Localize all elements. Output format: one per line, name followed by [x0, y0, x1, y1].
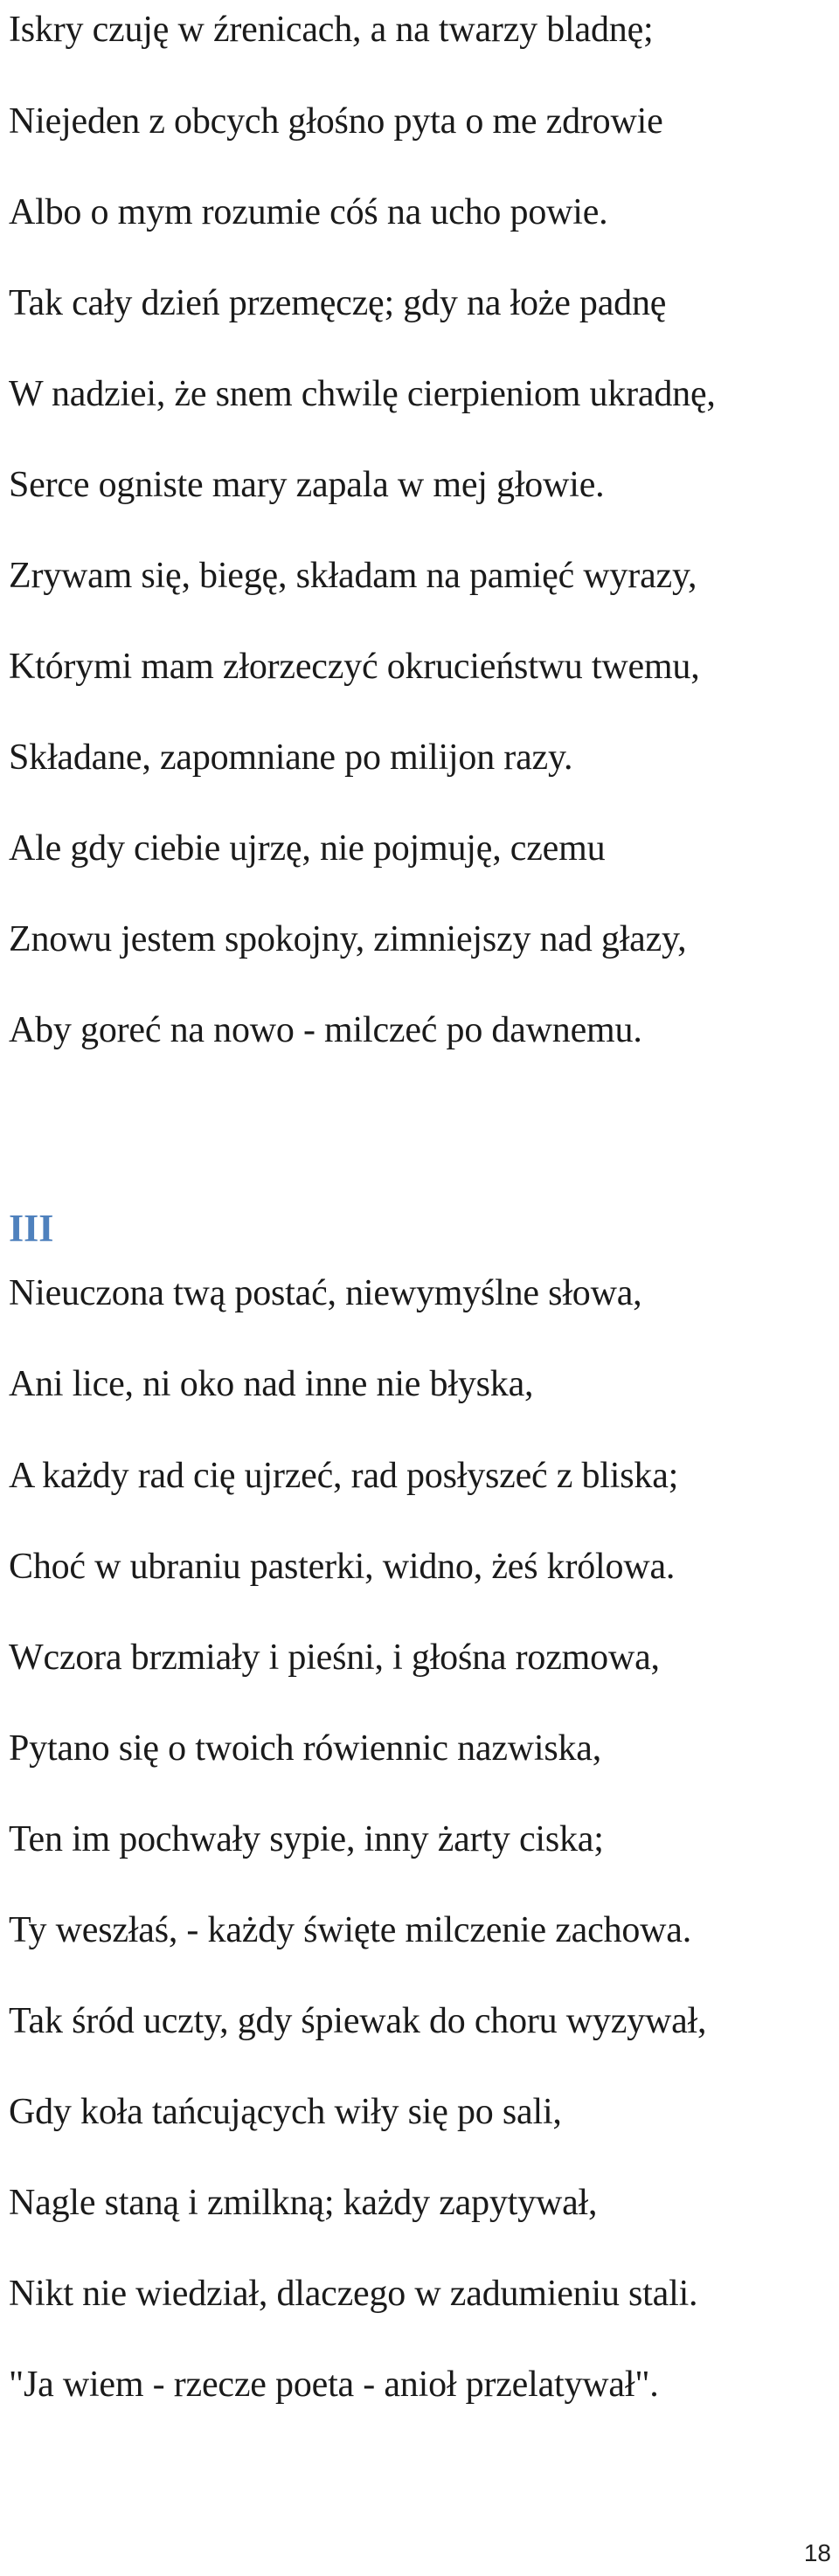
- poem-line: Ani lice, ni oko nad inne nie błyska,: [9, 1364, 534, 1404]
- poem-line: Tak śród uczty, gdy śpiewak do choru wyzywał,: [9, 2001, 707, 2041]
- poem-line: Ale gdy ciebie ujrzę, nie pojmuję, czemu: [9, 828, 606, 869]
- poem-line: Niejeden z obcych głośno pyta o me zdrowie: [9, 101, 663, 142]
- poem-line: Nagle staną i zmilkną; każdy zapytywał,: [9, 2183, 598, 2223]
- poem-line: Wczora brzmiały i pieśni, i głośna rozmowa,: [9, 1638, 660, 1678]
- poem-line: Ty weszłaś, - każdy święte milczenie zachowa.: [9, 1910, 692, 1950]
- poem-line: Nikt nie wiedział, dlaczego w zadumieniu stali.: [9, 2274, 698, 2314]
- poem-line: A każdy rad cię ujrzeć, rad posłyszeć z bliska;: [9, 1456, 679, 1496]
- page-number: 18: [803, 2539, 831, 2566]
- poem-line: Którymi mam złorzeczyć okrucieństwu twemu,: [9, 647, 700, 687]
- poem-line: Aby goreć na nowo - milczeć po dawnemu.: [9, 1010, 642, 1050]
- poem-line: Zrywam się, biegę, składam na pamięć wyrazy,: [9, 556, 697, 596]
- poem-line: Tak cały dzień przemęczę; gdy na łoże padnę: [9, 283, 667, 323]
- poem-line: Nieuczona twą postać, niewymyślne słowa,: [9, 1273, 642, 1313]
- poem-line: Znowu jestem spokojny, zimniejszy nad głazy,: [9, 919, 687, 959]
- poem-line: Ten im pochwały sypie, inny żarty ciska;: [9, 1819, 604, 1859]
- poem-line: Albo o mym rozumie cóś na ucho powie.: [9, 192, 608, 232]
- poem-line: Choć w ubraniu pasterki, widno, żeś królowa.: [9, 1547, 676, 1587]
- poem-line: "Ja wiem - rzecze poeta - anioł przelatywał".: [9, 2365, 659, 2405]
- poem-line: Gdy koła tańcujących wiły się po sali,: [9, 2092, 562, 2132]
- poem-line: Składane, zapomniane po milijon razy.: [9, 737, 573, 778]
- section-heading: III: [9, 1207, 54, 1250]
- poem-line: Iskry czuję w źrenicach, a na twarzy bladnę;: [9, 10, 654, 50]
- poem-line: Pytano się o twoich rówiennic nazwiska,: [9, 1728, 602, 1769]
- poem-line: W nadziei, że snem chwilę cierpieniom ukradnę,: [9, 374, 716, 414]
- poem-line: Serce ogniste mary zapala w mej głowie.: [9, 465, 605, 505]
